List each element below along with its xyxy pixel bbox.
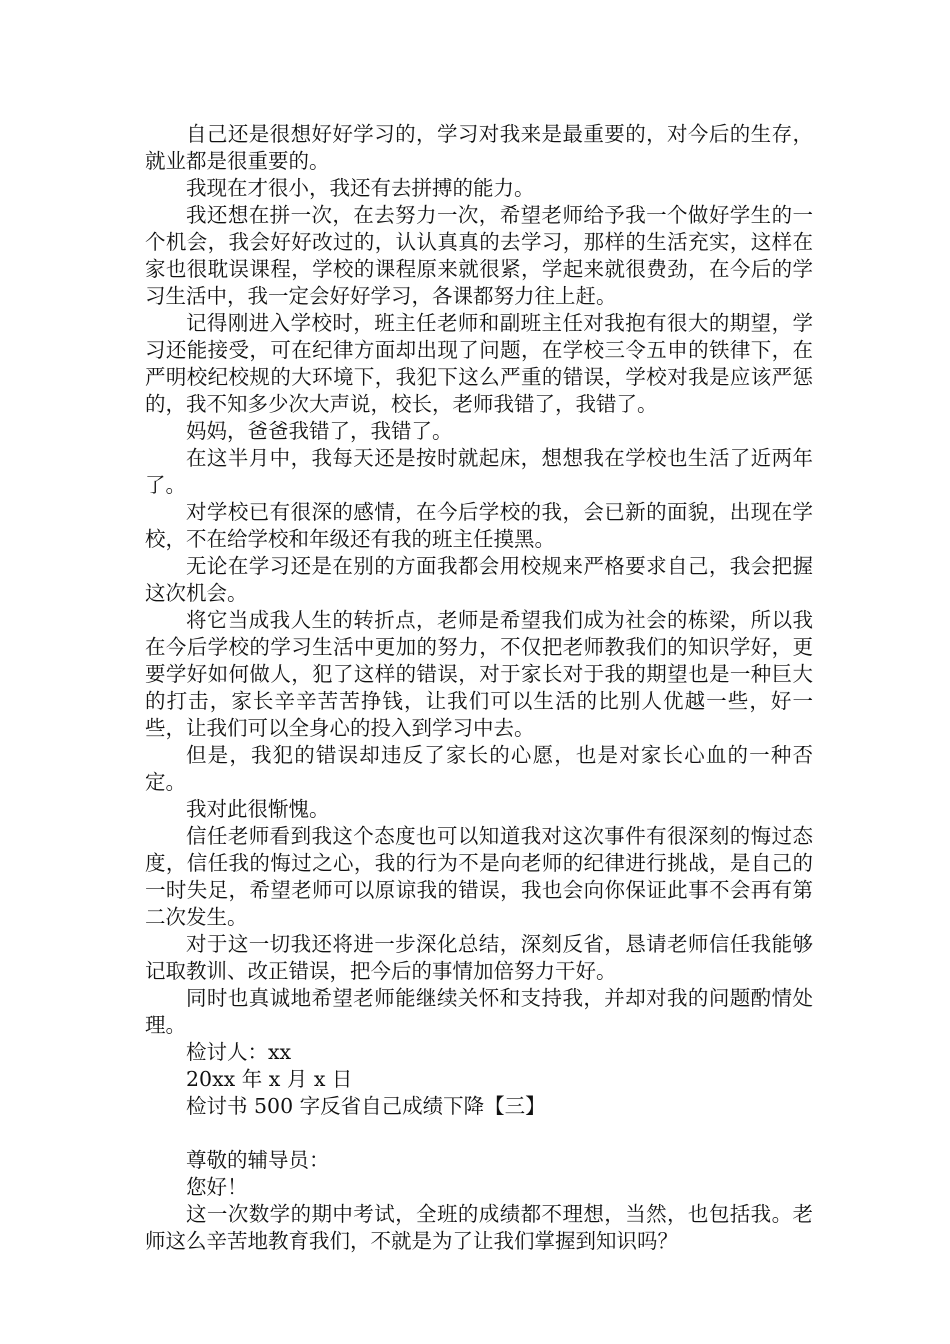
section-title: 检讨书 500 字反省自己成绩下降【三】 — [186, 1094, 546, 1118]
date-line: 20xx 年 x 月 x 日 — [186, 1067, 353, 1091]
paragraph-9: 将它当成我人生的转折点，老师是希望我们成为社会的栋梁，所以我在今后学校的学习生活中更加的努力，不仅把老师教我们的知识学好，更要学好如何做人，犯了这样的错误，对于家长对于我的期望也是一种巨大的打击，家长辛辛苦苦挣钱，让我们可以生活的比别人优越一些，好一些，让我们可以全身心的投入到学习中去。 — [145, 608, 813, 740]
paragraph-3: 我还想在拼一次，在去努力一次，希望老师给予我一个做好学生的一个机会，我会好好改过的，认认真真的去学习，那样的生活充实，这样在家也很耽误课程，学校的课程原来就很紧，学起来就很费劲，在今后的学习生活中，我一定会好好学习，各课都努力往上赶。 — [145, 203, 813, 308]
paragraph-10: 但是，我犯的错误却违反了家长的心愿，也是对家长心血的一种否定。 — [145, 743, 813, 794]
blank-line — [145, 1120, 813, 1147]
document-page — [145, 121, 813, 1255]
paragraph-1: 自己还是很想好好学习的，学习对我来是最重要的，对今后的生存，就业都是很重要的。 — [145, 122, 813, 173]
closing-paragraph: 这一次数学的期中考试，全班的成绩都不理想，当然，也包括我。老师这么辛苦地教育我们，不就是为了让我们掌握到知识吗？ — [145, 1202, 813, 1253]
greeting: 您好！ — [186, 1175, 248, 1199]
paragraph-13: 对于这一切我还将进一步深化总结，深刻反省，恳请老师信任我能够记取教训、改正错误，把今后的事情加倍努力干好。 — [145, 932, 813, 983]
paragraph-6: 在这半月中，我每天还是按时就起床，想想我在学校也生活了近两年了。 — [145, 446, 813, 497]
paragraph-7: 对学校已有很深的感情，在今后学校的我，会已新的面貌，出现在学校，不在给学校和年级还有我的班主任摸黑。 — [145, 500, 813, 551]
paragraph-11: 我对此很惭愧。 — [186, 797, 330, 821]
salutation: 尊敬的辅导员： — [186, 1148, 330, 1172]
paragraph-12: 信任老师看到我这个态度也可以知道我对这次事件有很深刻的悔过态度，信任我的悔过之心，我的行为不是向老师的纪律进行挑战，是自己的一时失足，希望老师可以原谅我的错误，我也会向你保证此事不会再有第二次发生。 — [145, 824, 813, 929]
paragraph-5: 妈妈，爸爸我错了，我错了。 — [186, 419, 453, 443]
paragraph-8: 无论在学习还是在别的方面我都会用校规来严格要求自己，我会把握这次机会。 — [145, 554, 813, 605]
paragraph-2: 我现在才很小，我还有去拼搏的能力。 — [186, 176, 535, 200]
paragraph-4: 记得刚进入学校时，班主任老师和副班主任对我抱有很大的期望，学习还能接受，可在纪律方面却出现了问题，在学校三令五申的铁律下，在严明校纪校规的大环境下，我犯下这么严重的错误，学校对我是应该严惩的，我不知多少次大声说，校长，老师我错了，我错了。 — [145, 311, 813, 416]
paragraph-14: 同时也真诚地希望老师能继续关怀和支持我，并却对我的问题酌情处理。 — [145, 986, 813, 1037]
signer-line: 检讨人：xx — [186, 1040, 292, 1064]
